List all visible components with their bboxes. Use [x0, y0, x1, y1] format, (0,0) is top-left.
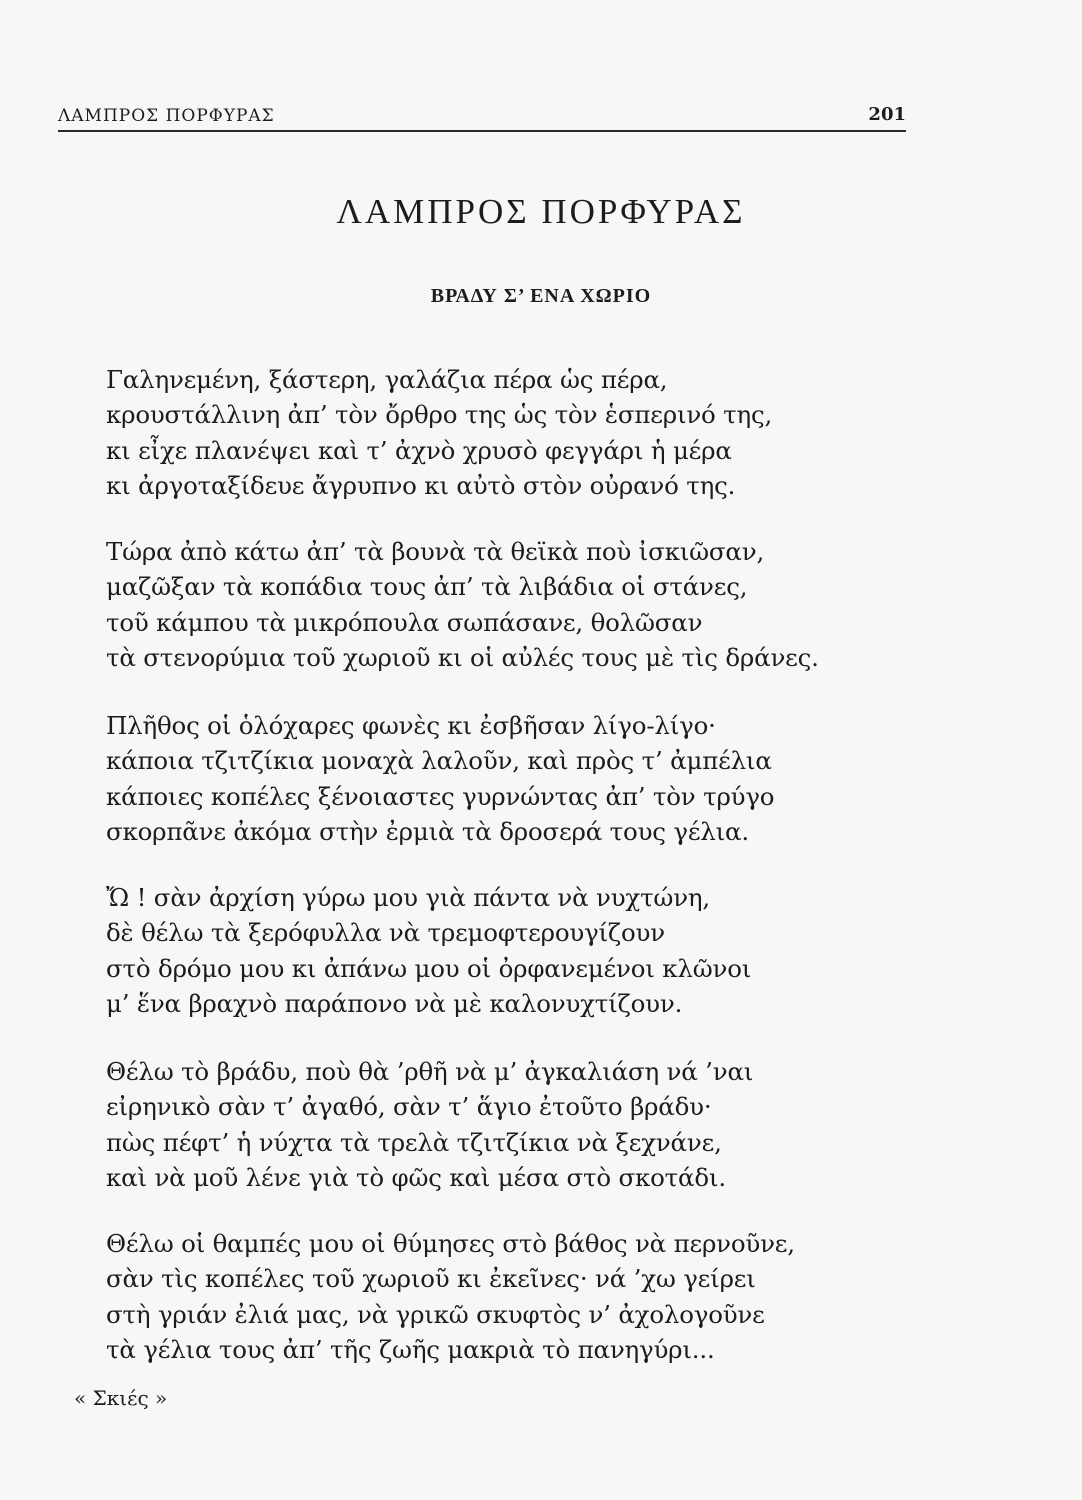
poem-line: τὰ στενορύμια τοῦ χωριοῦ κι οἱ αὐλές τους μὲ τὶς δράνες. [106, 643, 819, 673]
poem-line: κάποιες κοπέλες ξένοιαστες γυρνώντας ἀπ’ τὸν τρύγο [106, 781, 775, 811]
stanza-1 [106, 362, 856, 504]
stanza-4 [106, 880, 856, 1022]
poem-title: ΒΡΑΔΥ Σ’ ΕΝΑ ΧΩΡΙΟ [430, 285, 652, 307]
poem-line: σκορπᾶνε ἀκόμα στὴν ἐρμιὰ τὰ δροσερά τους γέλια. [106, 817, 749, 847]
stanza-3 [106, 708, 856, 850]
poem-line: δὲ θέλω τὰ ξερόφυλλα νὰ τρεμοφτερουγίζουν [106, 918, 665, 948]
poem-line: τοῦ κάμπου τὰ μικρόπουλα σωπάσανε, θολῶσαν [106, 607, 703, 637]
poem-line: εἰρηνικὸ σὰν τ’ ἀγαθό, σὰν τ’ ἅγιο ἐτοῦτο βράδυ· [106, 1092, 712, 1122]
poem-line: στὴ γριάν ἐλιά μας, νὰ γρικῶ σκυφτὸς ν’ ἀχολογοῦνε [106, 1299, 765, 1329]
poem-line: Γαληνεμένη, ξάστερη, γαλάζια πέρα ὡς πέρα, [106, 365, 668, 394]
poem-line: κάποια τζιτζίκια μοναχὰ λαλοῦν, καὶ πρὸς τ’ ἀμπέλια [106, 746, 772, 776]
poem-line: Πλῆθος οἱ ὁλόχαρες φωνὲς κι ἐσβῆσαν λίγο-λίγο· [106, 711, 716, 740]
poem-line: Ὤ ! σὰν ἀρχίση γύρω μου γιὰ πάντα νὰ νυχτώνη, [106, 883, 710, 912]
poem-line: κρουστάλλινη ἀπ’ τὸν ὄρθρο της ὡς τὸν ἑσπερινό της, [106, 400, 773, 430]
poem-line: σὰν τὶς κοπέλες τοῦ χωριοῦ κι ἐκεῖνες· νά ’χω γείρει [106, 1264, 756, 1294]
page-number: 201 [868, 104, 906, 125]
poem-line: μ’ ἕνα βραχνὸ παράπονο νὰ μὲ καλονυχτίζουν. [106, 989, 683, 1019]
poem-line: κι εἶχε πλανέψει καὶ τ’ ἀχνὸ χρυσὸ φεγγάρι ἡ μέρα [106, 435, 732, 465]
poem-line: καὶ νὰ μοῦ λένε γιὰ τὸ φῶς καὶ μέσα στὸ σκοτάδι. [106, 1163, 726, 1193]
stanza-2 [106, 534, 856, 676]
stanza-6 [106, 1226, 856, 1368]
running-title: ΛΑΜΠΡΟΣ ΠΟΡΦΥΡΑΣ [58, 106, 275, 126]
stanza-5 [106, 1054, 856, 1196]
poem-line: πὼς πέφτ’ ἡ νύχτα τὰ τρελὰ τζιτζίκια νὰ ξεχνάνε, [106, 1127, 722, 1157]
poem-line: μαζῶξαν τὰ κοπάδια τους ἀπ’ τὰ λιβάδια οἱ στάνες, [106, 572, 748, 602]
poem-line: κι ἀργοταξίδευε ἄγρυπνο κι αὐτὸ στὸν οὐρανό της. [106, 471, 736, 501]
poem-line: Θέλω οἱ θαμπές μου οἱ θύμησες στὸ βάθος νὰ περνοῦνε, [106, 1229, 795, 1258]
author-heading: ΛΑΜΠΡΟΣ ΠΟΡΦΥΡΑΣ [336, 192, 746, 231]
poem-line: Θέλω τὸ βράδυ, ποὺ θὰ ’ρθῆ νὰ μ’ ἀγκαλιάση νά ’ναι [106, 1057, 754, 1086]
poem-line: Τώρα ἀπὸ κάτω ἀπ’ τὰ βουνὰ τὰ θεϊκὰ ποὺ ἰσκιῶσαν, [106, 537, 765, 566]
running-header [58, 100, 906, 132]
poem-line: τὰ γέλια τους ἀπ’ τῆς ζωῆς μακριὰ τὸ πανηγύρι... [106, 1335, 715, 1365]
source-note: « Σκιές » [74, 1386, 168, 1410]
poem-line: στὸ δρόμο μου κι ἀπάνω μου οἱ ὀρφανεμένοι κλῶνοι [106, 953, 752, 983]
